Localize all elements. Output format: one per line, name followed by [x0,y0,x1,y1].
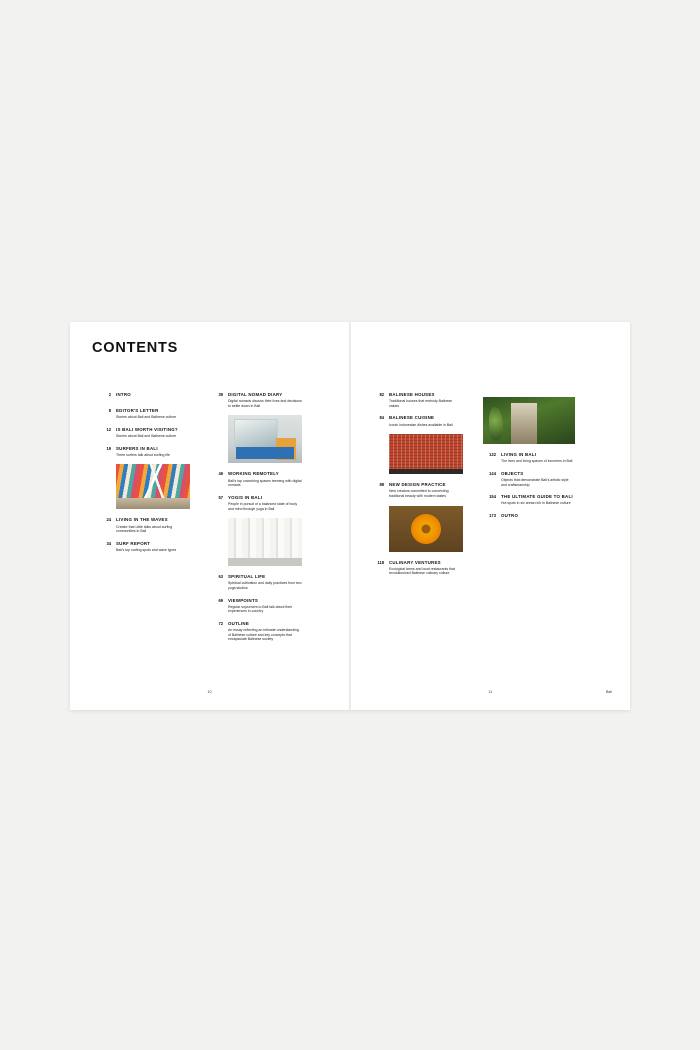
toc-description: Iconic Indonesian dishes available in Bali [389,422,453,427]
toc-entry[interactable] [371,560,463,576]
right-column-2 [483,392,575,529]
folio-brand: Bali [606,690,612,694]
toc-entry[interactable] [98,541,190,553]
toc-entry[interactable] [210,621,302,642]
toc-description: Bali's top surfing spots and wave types [116,547,177,552]
toc-title: OUTLINE [228,620,250,626]
toc-page-number: 84 [379,415,384,421]
toc-page-number: 132 [489,452,496,457]
toc-page-number: 46 [218,471,223,477]
toc-entry[interactable] [210,471,302,487]
toc-entry[interactable] [483,494,575,506]
toc-title: OUTRO [501,512,519,518]
toc-title: THE ULTIMATE GUIDE TO BALI [501,494,573,500]
toc-entry[interactable] [371,392,463,408]
toc-page-number: 173 [489,512,496,518]
toc-title: NEW DESIGN PRACTICE [389,482,446,488]
toc-title: VIEWPOINTS [228,597,259,603]
toc-page-number: 154 [489,494,496,500]
right-page [350,322,630,710]
toc-page-number: 63 [218,574,223,580]
toc-description: Objects that demonstrate Bali's artistic style and craftsmanship [501,477,569,487]
jungle-villa-photo [483,397,575,444]
marigold-bowl-photo [389,506,463,552]
toc-page-number: 69 [218,597,223,603]
toc-description: Hot spots in six areas rich in Balinese culture [501,501,571,506]
toc-entry[interactable] [483,513,575,522]
toc-title: SPIRITUAL LIFE [228,574,266,580]
toc-page-number: 24 [106,517,111,523]
toc-title: LIVING IN BALI [501,452,537,457]
toc-title: YOGIS IN BALI [228,494,263,500]
toc-page-number: 34 [106,540,111,546]
toc-description: An essay reflecting an intimate understanding of Balinese culture and key concepts that encapsulate Balinese society [228,628,299,642]
toc-description: Three surfers talk about surfing life [116,452,170,457]
toc-description: Stories about Bali and Balinese culture [116,415,177,420]
page-title: CONTENTS [92,340,179,356]
toc-entry[interactable] [210,598,302,614]
toc-page-number: 8 [108,408,111,413]
toc-title: INTRO [116,392,131,397]
toc-entry[interactable] [98,427,190,439]
left-page [70,322,350,710]
curtains-photo [228,518,302,566]
toc-title: BALINESE CUISINE [389,415,435,421]
textile-pattern-photo [389,434,463,474]
toc-description: Spiritual cultivation and daily practices from two yoga studios [228,581,302,590]
surfboards-photo [116,464,190,509]
toc-description: New creators committed to connecting traditional beauty with modern tastes [389,489,449,498]
toc-page-number: 39 [218,392,223,397]
toc-page-number: 2 [108,392,111,397]
toc-page-number: 88 [379,482,384,488]
toc-entry[interactable] [98,392,190,401]
toc-entry[interactable] [210,495,302,511]
toc-page-number: 72 [218,620,223,626]
toc-entry[interactable] [98,446,190,458]
toc-title: WORKING REMOTELY [228,471,279,477]
toc-title: OBJECTS [501,470,524,476]
chair-shape [276,438,296,460]
toc-description: Stories about Bali and Balinese culture [116,433,177,438]
toc-title: IS BALI WORTH VISITING? [116,426,178,432]
toc-title: SURFERS IN BALI [116,445,158,451]
toc-title: CULINARY VENTURES [389,559,441,565]
toc-entry[interactable] [371,415,463,427]
left-column-1 [98,392,190,560]
toc-title: LIVING IN THE WAVES [116,517,168,523]
toc-entry[interactable] [483,471,575,487]
toc-description: Regular sojourners to Bali talk about their experiences in-country [228,604,293,614]
toc-description: Traditional houses that embody Balinese values [389,399,453,408]
toc-page-number: 144 [489,470,496,476]
toc-entry[interactable] [483,452,575,464]
toc-page-number: 82 [379,392,384,397]
toc-entry[interactable] [371,482,463,498]
folio-right: 11 [488,690,493,694]
toc-title: SURF REPORT [116,540,151,546]
toc-page-number: 19 [106,445,111,451]
toc-entry[interactable] [98,408,190,420]
folio-left: 10 [207,690,212,694]
toc-entry[interactable] [98,517,190,533]
toc-description: Creator that Little talks about surfing communities in Bali [116,524,173,534]
desk-workspace-photo [228,415,302,463]
toc-title: BALINESE HOUSES [389,392,435,397]
toc-description: Bali's top coworking spaces teeming with digital nomads [228,478,302,488]
toc-entry[interactable] [210,574,302,590]
toc-page-number: 12 [106,426,111,432]
toc-description: The lives and living spaces of incomers in Bali [501,459,573,464]
toc-title: DIGITAL NOMAD DIARY [228,392,283,397]
left-column-2 [210,392,302,649]
toc-title: EDITOR'S LETTER [116,408,159,413]
toc-description: Ecological farms and local restaurants that revolutionized Balinese culinary culture [389,566,455,576]
toc-description: People in pursuit of a balanced state of body and mind through yoga in Bali [228,501,298,511]
toc-description: Digital nomads discuss their lives and decisions to settle down in Bali [228,399,302,408]
toc-page-number: 118 [377,559,384,565]
toc-page-number: 57 [218,494,223,500]
right-column-1 [371,392,463,583]
magazine-spread [70,322,630,710]
toc-entry[interactable] [210,392,302,408]
